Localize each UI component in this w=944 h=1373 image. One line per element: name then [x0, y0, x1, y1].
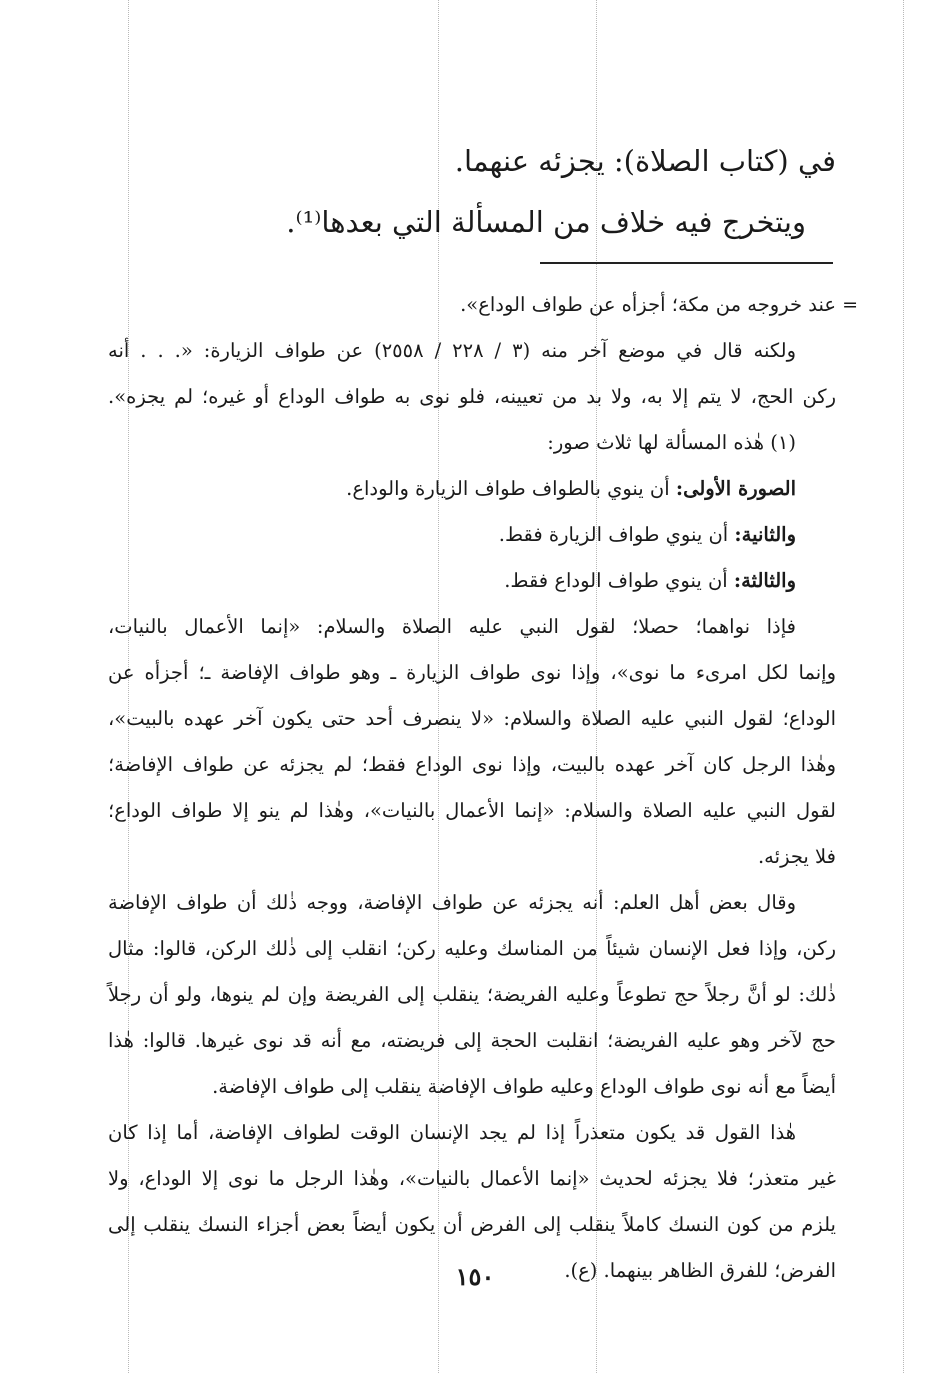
footnote-line — [108, 788, 836, 834]
footnote-line — [108, 696, 836, 742]
footnote-text: لقول النبي عليه الصلاة والسلام: «إنما الأعمال بالنيات»، وهٰذا لم ينو إلا طواف الوداع؛ — [108, 799, 836, 822]
footnote-text: ركن، وإذا فعل الإنسان شيئاً من المناسك وعليه ركن؛ انقلب إلى ذٰلك الركن، قالوا: مثال — [108, 937, 836, 960]
footnote-text: يلزم من كون النسك كاملاً ينقلب إلى الفرض أن يكون أيضاً بعض أجزاء النسك ينقلب إلى — [108, 1213, 836, 1236]
footnote-line — [108, 466, 836, 512]
footnote-text: ركن الحج، لا يتم إلا به، ولا بد من تعيينه، فلو نوى به طواف الوداع أو غيره؛ لم يجزه». — [108, 385, 836, 408]
footnote-continuation-mark: = — [842, 294, 858, 316]
page-edge-dots — [903, 0, 904, 1373]
footnote-text: ولكنه قال في موضع آخر منه (٣ / ٢٢٨ / ٢٥٥٨) عن طواف الزيارة: «. . . أنه — [108, 339, 796, 362]
footnotes-section — [108, 282, 836, 1294]
footnote-text: (١) هٰذه المسألة لها ثلاث صور: — [547, 431, 796, 454]
footnote-text: أن ينوي طواف الوداع فقط. — [504, 569, 734, 592]
main-text-line-2: ويتخرج فيه خلاف من المسألة التي بعدها⁽¹⁾. — [286, 205, 806, 239]
footnote-text: حج لآخر وهو عليه الفريضة؛ انقلبت الحجة إلى فريضته، مع أنه قد نوى غيرها. قالوا: هٰذا — [108, 1029, 836, 1052]
footnote-text: أن ينوي بالطواف طواف الزيارة والوداع. — [346, 477, 676, 500]
footnote-line — [108, 558, 836, 604]
footnote-text: وهٰذا الرجل كان آخر عهده بالبيت، وإذا نوى الوداع فقط؛ لم يجزئه عن طواف الإفاضة؛ — [108, 753, 836, 776]
footnote-line — [108, 880, 836, 926]
footnote-line — [108, 420, 836, 466]
footnote-text: فإذا نواهما؛ حصلا؛ لقول النبي عليه الصلاة والسلام: «إنما الأعمال بالنيات، — [108, 615, 796, 638]
footnote-line — [108, 742, 836, 788]
footnote-text: وقال بعض أهل العلم: أنه يجزئه عن طواف الإفاضة، ووجه ذٰلك أن طواف الإفاضة — [108, 891, 796, 914]
footnote-text: الفرض؛ للفرق الظاهر بينهما. (ع). — [564, 1259, 836, 1282]
footnote-text: أيضاً مع أنه نوى طواف الوداع وعليه طواف الإفاضة ينقلب إلى طواف الإفاضة. — [212, 1075, 836, 1098]
footnote-line — [108, 604, 836, 650]
footnote-line — [108, 512, 836, 558]
footnote-text: ذٰلك: لو أنَّ رجلاً حج تطوعاً وعليه الفريضة؛ ينقلب إلى الفريضة وإن لم ينوها، ولو أن رجلاً — [108, 983, 836, 1006]
footnote-line — [108, 1064, 836, 1110]
footnote-line — [108, 834, 836, 880]
footnote-line — [108, 972, 836, 1018]
footnote-term: والثانية: — [734, 523, 796, 546]
footnote-text: فلا يجزئه. — [757, 845, 836, 868]
footnote-text: هٰذا القول قد يكون متعذراً إذا لم يجد الإنسان الوقت لطواف الإفاضة، أما إذا كان — [108, 1121, 796, 1144]
footnote-line — [108, 926, 836, 972]
main-text-line-1: في (كتاب الصلاة): يجزئه عنهما. — [454, 144, 836, 178]
footnote-line — [108, 374, 836, 420]
footnote-line — [108, 1018, 836, 1064]
footnote-divider — [540, 262, 833, 264]
footnote-line — [108, 1110, 836, 1156]
footnote-term: الصورة الأولى: — [675, 477, 796, 500]
footnote-term: والثالثة: — [733, 569, 796, 592]
footnote-text: الوداع؛ لقول النبي عليه الصلاة والسلام: «لا ينصرف أحد حتى يكون آخر عهده بالبيت»، — [108, 707, 836, 730]
footnote-line — [108, 1202, 836, 1248]
footnote-text: وإنما لكل امرىء ما نوى»، وإذا نوى طواف الزيارة ـ وهو طواف الإفاضة ـ؛ أجزأه عن — [108, 661, 836, 684]
page-number: ١٥٠ — [455, 1262, 495, 1291]
footnote-text: غير متعذر؛ فلا يجزئه لحديث «إنما الأعمال بالنيات»، وهٰذا الرجل ما نوى إلا الوداع، ولا — [108, 1167, 836, 1190]
footnote-text: أن ينوي طواف الزيارة فقط. — [498, 523, 735, 546]
footnote-line — [108, 282, 836, 328]
footnote-line — [108, 1156, 836, 1202]
footnote-text: عند خروجه من مكة؛ أجزأه عن طواف الوداع». — [460, 293, 836, 316]
footnote-line — [108, 650, 836, 696]
footnote-line — [108, 328, 836, 374]
